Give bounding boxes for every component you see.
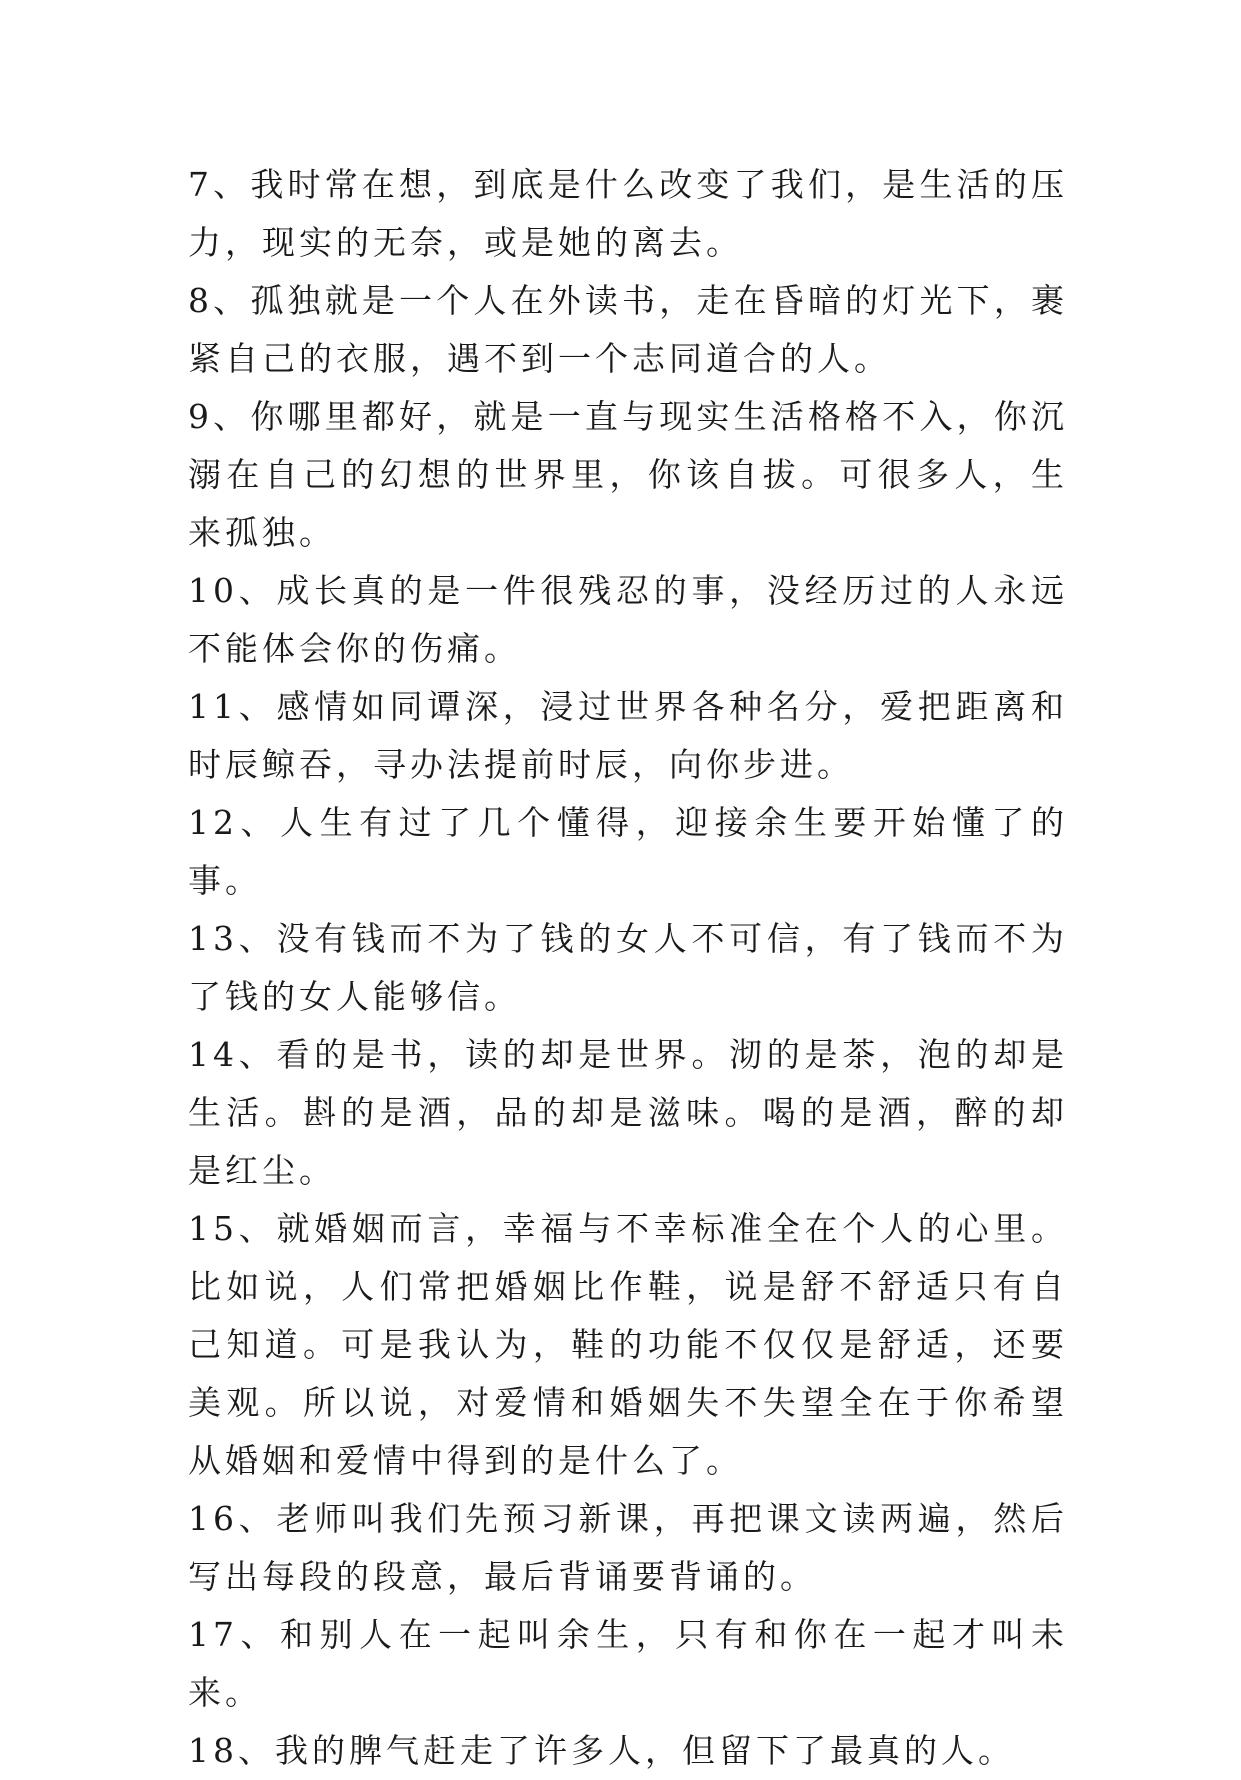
paragraph-item-18: 18、我的脾气赶走了许多人，但留下了最真的人。 — [188, 1731, 1015, 1770]
paragraph-item-11: 11、感情如同谭深，浸过世界各种名分，爱把距离和时辰鲸吞，寻办法提前时辰，向你步进。 — [188, 687, 1068, 784]
paragraph-item-15: 15、就婚姻而言，幸福与不幸标准全在个人的心里。比如说，人们常把婚姻比作鞋，说是舒不舒适只有自己知道。可是我认为，鞋的功能不仅仅是舒适，还要美观。所以说，对爱情和婚姻失不失望全在于你希望从婚姻和爱情中得到的是什么了。 — [188, 1209, 1068, 1480]
paragraph-item-14: 14、看的是书，读的却是世界。沏的是茶，泡的却是生活。斟的是酒，品的却是滋味。喝的是酒，醉的却是红尘。 — [188, 1035, 1068, 1190]
paragraph-item-12: 12、人生有过了几个懂得，迎接余生要开始懂了的事。 — [188, 803, 1068, 900]
paragraph-item-9: 9、你哪里都好，就是一直与现实生活格格不入，你沉溺在自己的幻想的世界里，你该自拔。可很多人，生来孤独。 — [188, 397, 1068, 552]
paragraph-item-8: 8、孤独就是一个人在外读书，走在昏暗的灯光下，裹紧自己的衣服，遇不到一个志同道合的人。 — [188, 281, 1068, 378]
paragraph-item-17: 17、和别人在一起叫余生，只有和你在一起才叫未来。 — [188, 1615, 1068, 1712]
paragraph-item-7: 7、我时常在想，到底是什么改变了我们，是生活的压力，现实的无奈，或是她的离去。 — [188, 165, 1068, 262]
paragraph-item-10: 10、成长真的是一件很残忍的事，没经历过的人永远不能体会你的伤痛。 — [188, 571, 1068, 668]
paragraph-item-13: 13、没有钱而不为了钱的女人不可信，有了钱而不为了钱的女人能够信。 — [188, 919, 1068, 1016]
paragraph-item-16: 16、老师叫我们先预习新课，再把课文读两遍，然后写出每段的段意，最后背诵要背诵的。 — [188, 1499, 1068, 1596]
document-body — [188, 156, 1068, 1780]
